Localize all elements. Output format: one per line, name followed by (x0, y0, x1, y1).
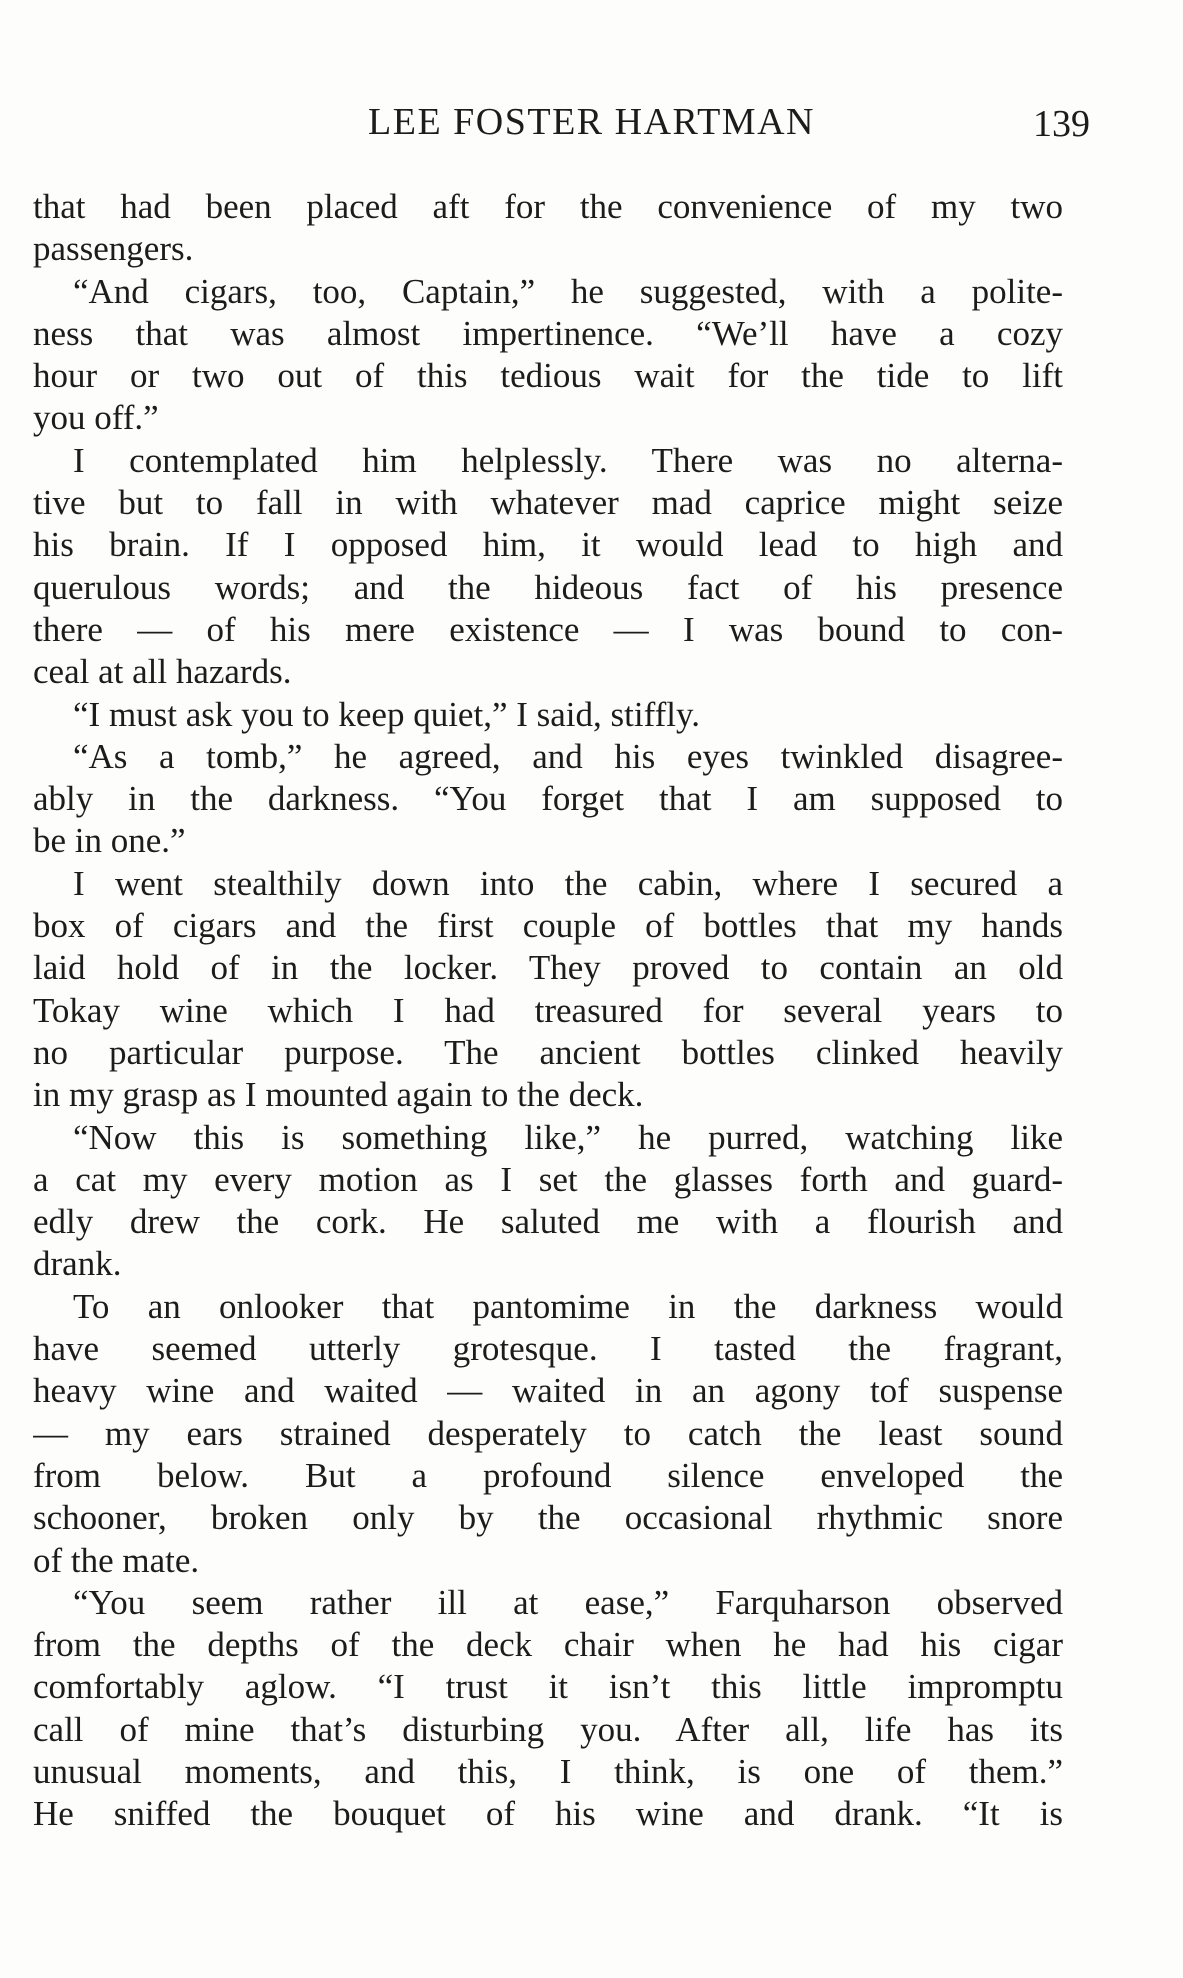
text-line: — my ears strained desperately to catch the least sound (33, 1413, 1063, 1453)
text-line: ably in the darkness. “You forget that I am supposed to (33, 779, 1063, 819)
text-line: from below. But a profound silence enveloped the (33, 1455, 1063, 1495)
text-line: schooner, broken only by the occasional rhythmic snore (33, 1498, 1063, 1538)
text-line: laid hold of in the locker. They proved to contain an old (33, 948, 1063, 988)
text-line: be in one.” (33, 821, 186, 861)
text-line: edly drew the cork. He saluted me with a flourish and (33, 1202, 1063, 1242)
text-line: passengers. (33, 229, 194, 269)
text-line: “Now this is something like,” he purred, watching like (73, 1117, 1063, 1157)
text-line: He sniffed the bouquet of his wine and drank. “It is (33, 1794, 1063, 1834)
text-line: you off.” (33, 398, 159, 438)
text-line: “You seem rather ill at ease,” Farquharson observed (73, 1582, 1063, 1622)
text-line: of the mate. (33, 1540, 200, 1580)
text-line: a cat my every motion as I set the glasses forth and guard- (33, 1159, 1063, 1199)
text-line: no particular purpose. The ancient bottles clinked heavily (33, 1032, 1063, 1072)
text-line: drank. (33, 1244, 122, 1284)
text-line: ceal at all hazards. (33, 652, 292, 692)
text-line: from the depths of the deck chair when he had his cigar (33, 1625, 1063, 1665)
running-header-title: LEE FOSTER HARTMAN (368, 101, 815, 143)
body-text (33, 186, 1063, 1836)
text-line: have seemed utterly grotesque. I tasted the fragrant, (33, 1329, 1063, 1369)
text-line: in my grasp as I mounted again to the deck. (33, 1075, 644, 1115)
text-line: heavy wine and waited — waited in an agony tof suspense (33, 1371, 1063, 1411)
text-line: “As a tomb,” he agreed, and his eyes twinkled disagree- (73, 736, 1063, 776)
text-line: I contemplated him helplessly. There was no alterna- (73, 440, 1063, 480)
text-line: I went stealthily down into the cabin, where I secured a (73, 863, 1063, 903)
text-line: To an onlooker that pantomime in the darkness would (73, 1286, 1063, 1326)
text-line: his brain. If I opposed him, it would lead to high and (33, 525, 1063, 565)
text-line: tive but to fall in with whatever mad caprice might seize (33, 483, 1063, 523)
page-number: 139 (1033, 103, 1090, 145)
text-line: ness that was almost impertinence. “We’ll have a cozy (33, 313, 1063, 353)
text-line: that had been placed aft for the convenience of my two (33, 187, 1063, 226)
text-line: unusual moments, and this, I think, is one of them.” (33, 1751, 1063, 1791)
text-line: call of mine that’s disturbing you. After all, life has its (33, 1709, 1063, 1749)
text-line: querulous words; and the hideous fact of his presence (33, 567, 1063, 607)
text-line: Tokay wine which I had treasured for several years to (33, 990, 1063, 1030)
text-line: “I must ask you to keep quiet,” I said, stiffly. (73, 694, 700, 734)
text-line: “And cigars, too, Captain,” he suggested, with a polite- (73, 271, 1063, 311)
text-line: hour or two out of this tedious wait for the tide to lift (33, 356, 1063, 396)
text-line: comfortably aglow. “I trust it isn’t this little impromptu (33, 1667, 1063, 1707)
text-line: there — of his mere existence — I was bound to con- (33, 609, 1063, 649)
text-line: box of cigars and the first couple of bottles that my hands (33, 906, 1063, 946)
